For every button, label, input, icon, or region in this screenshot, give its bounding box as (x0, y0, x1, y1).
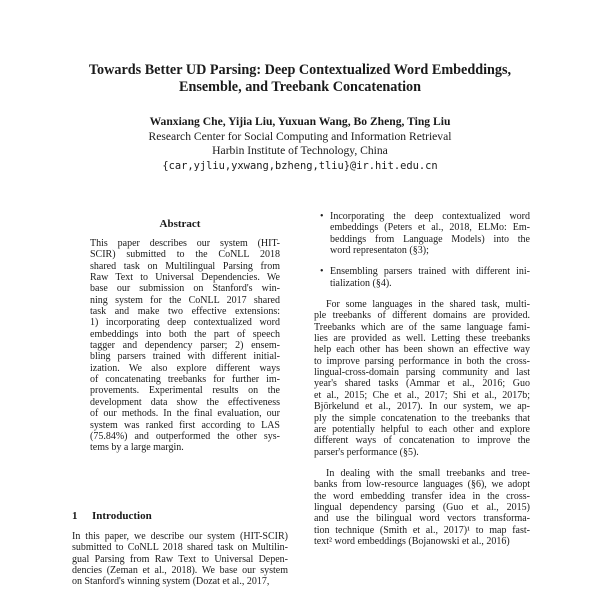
text-line: base our submission on Stanford's win- (90, 283, 280, 295)
section-heading-introduction (72, 510, 152, 522)
text-line: embeddings (Peters et al., 2018, ELMo: Em- (330, 222, 530, 234)
text-line: ple treebanks of different domains are provided. (314, 310, 530, 322)
text-line: help each other has been shown an effective way (314, 344, 530, 356)
text-line: beddings from Language Models) into the (330, 233, 530, 245)
abstract-body (90, 238, 280, 454)
text-line: In this paper, we describe our system (HIT-SCIR) (72, 531, 288, 542)
text-line: lingual-cross-domain parsing community and last (314, 367, 530, 379)
list-item (314, 211, 530, 256)
text-line: et al., 2015; Che et al., 2017; Shi et al., 2017b; (314, 389, 530, 401)
paragraph (314, 468, 530, 547)
introduction-body (72, 531, 288, 588)
text-line: parser's performance (§5). (314, 446, 419, 458)
title-line: Towards Better UD Parsing: Deep Contextualized Word Embeddings, (88, 62, 512, 78)
text-line: text² word embeddings (Bojanowski et al., 2016) (314, 535, 510, 547)
section-number: 1 (72, 510, 78, 522)
text-line: to improve parsing performance in both the cross- (314, 355, 530, 367)
author-names: Wanxiang Che, Yijia Liu, Yuxuan Wang, Bo Zheng, Ting Liu (149, 115, 451, 128)
section-title: Introduction (92, 510, 152, 522)
text-line: word representaton (§3); (330, 245, 429, 257)
text-line: development data show the effectiveness (90, 396, 280, 408)
text-line: This paper describes our system (HIT- (90, 238, 280, 249)
text-line: ply the simple concatenation to the treebanks that (314, 412, 530, 424)
bullet-icon: • (320, 211, 324, 222)
affiliation-line: Research Center for Social Computing and Information Retrieval (148, 129, 452, 143)
text-line: banks from low-resource languages (§6), we adopt (314, 479, 530, 491)
text-line: Björkelund et al., 2017). In our system, we ap- (314, 401, 530, 413)
text-line: 1) incorporating deep contextualized word (90, 317, 280, 329)
paragraph (314, 299, 530, 458)
text-line: Raw Text to Universal Dependencies. We (90, 272, 280, 284)
text-line: are potentially helpful to each other and explore (314, 423, 530, 435)
text-line: dencies (Zeman et al., 2018). We base our system (72, 565, 288, 577)
text-line: In dealing with the small treebanks and tree- (326, 467, 530, 479)
text-line: tialization (§4). (330, 277, 392, 289)
text-line: on Stanford's winning system (Dozat et al., 2017, (72, 576, 270, 588)
text-line: ization. We also explore different ways (90, 362, 280, 374)
text-line: tion technique (Smith et al., 2017)¹ to map fast- (314, 524, 530, 536)
text-line: embeddings into both the part of speech (90, 328, 280, 340)
title-line: Ensemble, and Treebank Concatenation (178, 79, 421, 95)
author-email: {car,yjliu,yxwang,bzheng,tliu}@ir.hit.edu.cn (162, 159, 438, 172)
text-line: task and make two effective extensions: (90, 306, 280, 318)
text-line: gual Parsing from Raw Text to Universal Depen- (72, 553, 288, 565)
text-line: provements. Experimental results on the (90, 385, 280, 397)
text-line: For some languages in the shared task, multi- (326, 299, 530, 311)
abstract-heading: Abstract (159, 218, 201, 230)
text-line: (75.84%) and outperformed the other sys- (90, 430, 280, 442)
paper-title (60, 62, 540, 96)
text-line: ning system for the CoNLL 2017 shared (90, 294, 280, 306)
text-line: submitted to CoNLL 2018 shared task on Multilin- (72, 542, 288, 554)
affiliation-line: Harbin Institute of Technology, China (212, 144, 388, 157)
text-line: the word embedding transfer idea in the cross- (314, 490, 530, 502)
text-line: SCIR) submitted to the CoNLL 2018 (90, 249, 280, 261)
text-line: of concatenating treebanks for further im- (90, 374, 280, 386)
text-line: and use the bilingual word vectors transforma- (314, 513, 530, 525)
text-line: different ways of concatenation to improve the (314, 435, 530, 447)
text-line: year's shared tasks (Ammar et al., 2016; Guo (314, 378, 530, 390)
right-column (314, 211, 530, 547)
text-line: Incorporating the deep contextualized word (330, 211, 530, 222)
text-line: system was ranked first according to LAS (90, 419, 280, 431)
text-line: tems by a large margin. (90, 442, 184, 454)
bullet-icon: • (320, 266, 324, 278)
list-item (314, 266, 530, 289)
text-line: lies are provided as well. Letting these treebanks (314, 333, 530, 345)
text-line: Treebanks which are of the same language fami- (314, 321, 530, 333)
text-line: of our methods. In the final evaluation, our (90, 408, 280, 420)
text-line: Ensembling parsers trained with different ini- (330, 266, 530, 278)
text-line: shared task on Multilingual Parsing from (90, 260, 280, 272)
text-line: lingual dependency parsing (Guo et al., 2015) (314, 501, 530, 513)
text-line: tagger and dependency parser; 2) ensem- (90, 340, 280, 352)
author-block (60, 115, 540, 173)
text-line: bling parsers trained with different initial- (90, 351, 280, 363)
